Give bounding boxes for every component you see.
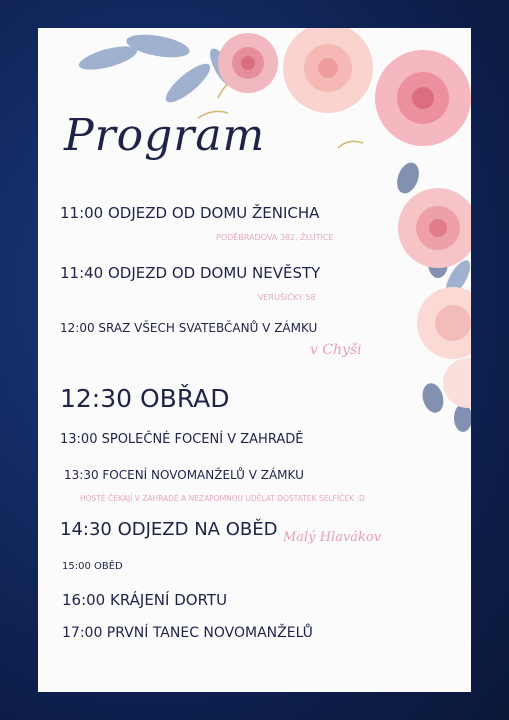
program-item-2-location: VERUŠIČKY 58 [258,293,316,302]
program-item-3-location: v Chyši [310,342,362,358]
program-item-7: 14:30 ODJEZD NA OBĚD [60,519,278,540]
program-item-2: 11:40 ODJEZD OD DOMU NEVĚSTY [60,264,321,282]
program-item-7-location: Malý Hlavákov [283,530,382,545]
program-item-9: 16:00 KRÁJENÍ DORTU [62,591,228,609]
program-item-5: 13:00 SPOLEČNÉ FOCENÍ V ZAHRADĚ [60,432,304,447]
program-item-6: 13:30 FOCENÍ NOVOMANŽELŮ V ZÁMKU [64,468,304,482]
program-card [38,28,471,692]
program-item-10: 17:00 PRVNÍ TANEC NOVOMANŽELŮ [62,625,313,641]
program-item-1-location: PODĚBRADOVA 382, ŽLUTICE [216,233,334,242]
page-title: Program [64,110,266,161]
program-item-8: 15:00 OBĚD [62,561,123,572]
program-item-4: 12:30 OBŘAD [60,384,230,413]
program-item-6-note: HOSTÉ ČEKAJÍ V ZAHRADĚ A NEZAPOMNOU UDĚLAT DOSTATEK SELFÍČEK :D [80,494,365,503]
program-item-1: 11:00 ODJEZD OD DOMU ŽENICHA [60,204,320,222]
program-item-3: 12:00 SRAZ VŠECH SVATEBČANŮ V ZÁMKU [60,321,318,335]
